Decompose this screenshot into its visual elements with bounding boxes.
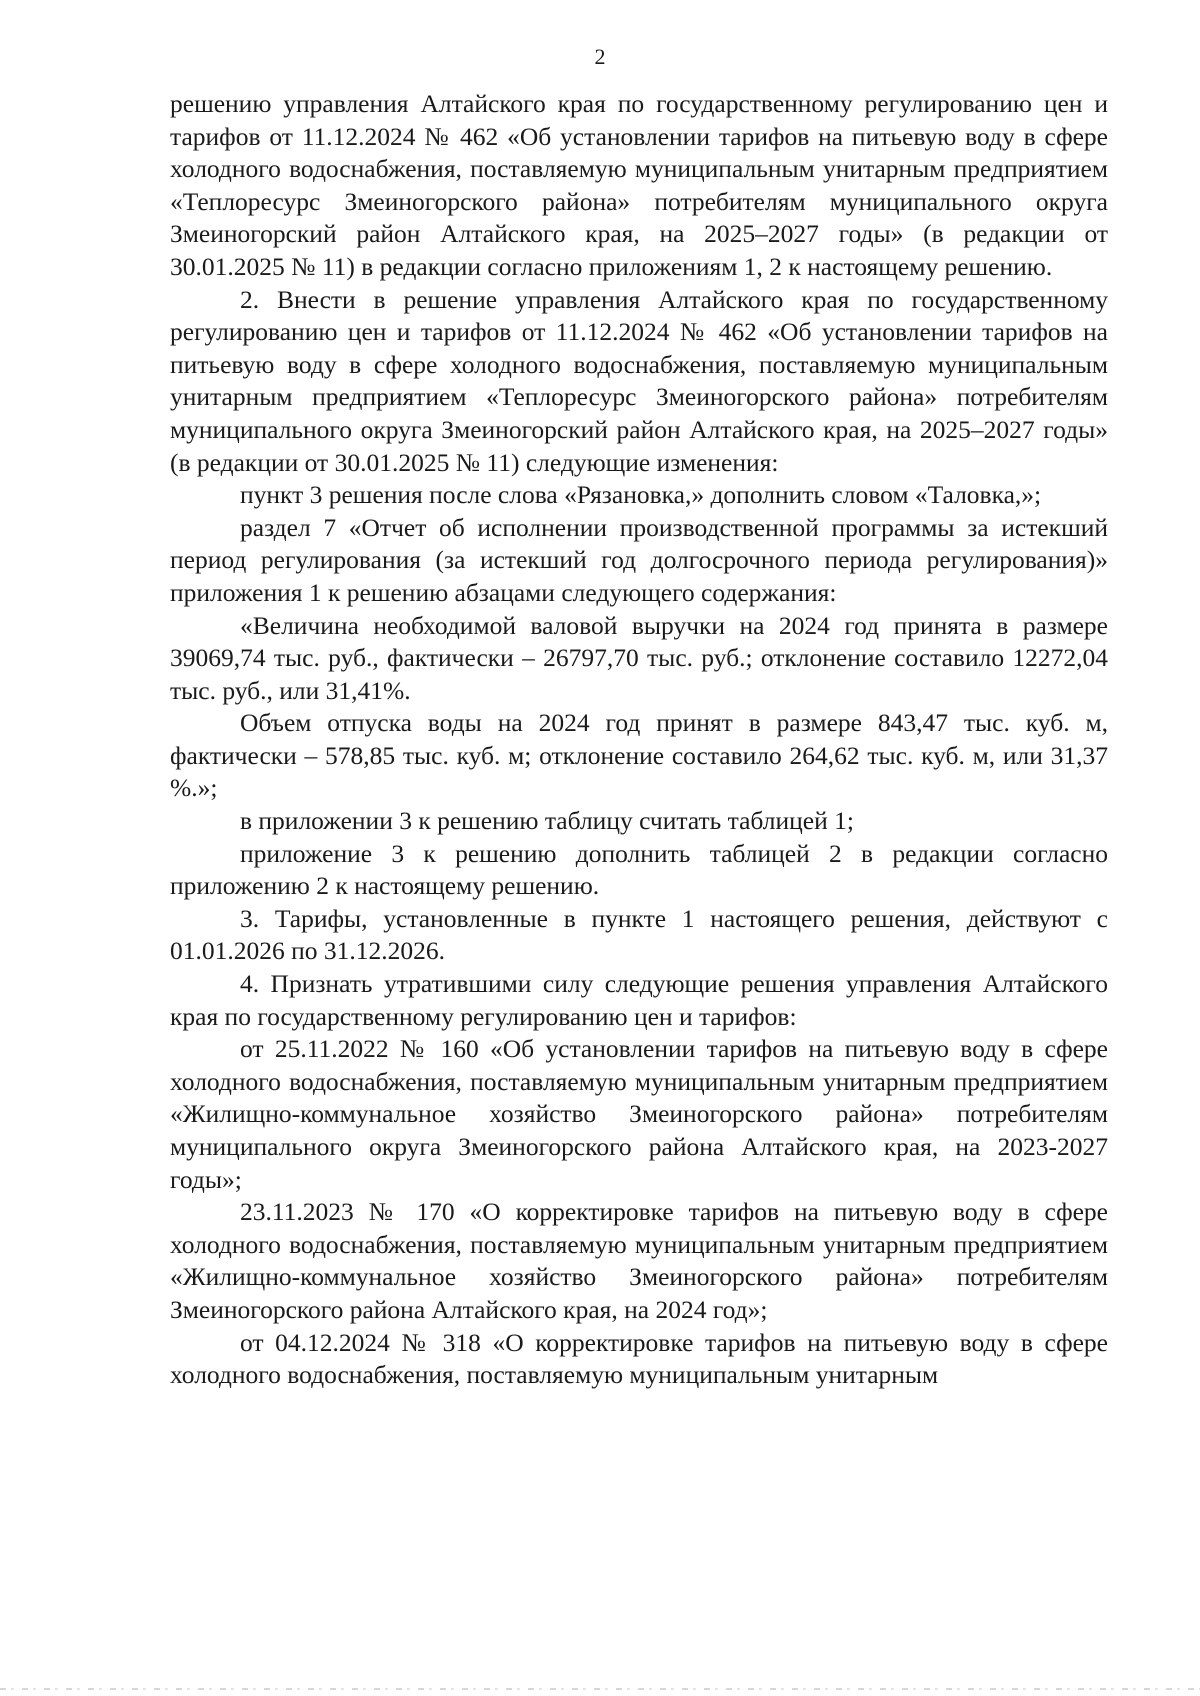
page-number: 2 <box>594 44 606 69</box>
paragraph-item-4: 4. Признать утратившими силу следующие решения управления Алтайского края по государственному регулированию цен и тарифов: <box>170 969 1108 1031</box>
paragraph-repeal-2023: 23.11.2023 № 170 «О корректировке тарифов на питьевую воду в сфере холодного водоснабжения, поставляемую муниципальным унитарным предприятием «Жилищно-коммунальное хозяйство Змеиногорского района» потребителям Змеиногорского района Алтайского края, на 2024 год»; <box>170 1197 1108 1324</box>
paragraph-table-add: приложение 3 к решению дополнить таблицей 2 в редакции согласно приложению 2 к настоящему решению. <box>170 838 1108 901</box>
paragraph-water-volume: Объем отпуска воды на 2024 год принят в размере 843,47 тыс. куб. м, фактически – 578,85 тыс. куб. м; отклонение составило 264,62 тыс. куб. м, или 31,37 %.»; <box>170 708 1108 803</box>
paragraph-item-2: 2. Внести в решение управления Алтайского края по государственному регулированию цен и тарифов от 11.12.2024 № 462 «Об установлении тарифов на питьевую воду в сфере холодного водоснабжения, поставляемую муниципальным унитарным предприятием «Теплоресурс Змеиногорского района» потребителям муниципального округа Змеиногорский район Алтайского края, на 2025–2027 годы» (в редакции от 30.01.2025 № 11) следующие изменения: <box>170 284 1108 477</box>
paragraph-table-rename: в приложении 3 к решению таблицу считать таблицей 1; <box>240 806 854 836</box>
paragraph-amendment-point-3: пункт 3 решения после слова «Рязановка,» дополнить словом «Таловка,»; <box>240 480 1042 510</box>
paragraph-repeal-2022: от 25.11.2022 № 160 «Об установлении тарифов на питьевую воду в сфере холодного водоснабжения, поставляемую муниципальным унитарным предприятием «Жилищно-коммунальное хозяйство Змеиногорского района» потребителям муниципального округа Змеиногорского района Алтайского края, на 2023-2027 годы»; <box>170 1034 1108 1194</box>
scan-edge-artifact <box>0 1688 1200 1690</box>
paragraph-revenue: «Величина необходимой валовой выручки на 2024 год принята в размере 39069,74 тыс. руб., фактически – 26797,70 тыс. руб.; отклонение составило 12272,04 тыс. руб., или 31,41%. <box>170 610 1108 705</box>
paragraph-item-3: 3. Тарифы, установленные в пункте 1 настоящего решения, действуют с 01.01.2026 по 31.12.2026. <box>170 903 1108 966</box>
document-body <box>170 88 1108 1392</box>
paragraph-repeal-2024: от 04.12.2024 № 318 «О корректировке тарифов на питьевую воду в сфере холодного водоснабжения, поставляемую муниципальным унитарным <box>170 1327 1108 1390</box>
paragraph-continuation: решению управления Алтайского края по государственному регулированию цен и тарифов от 11.12.2024 № 462 «Об установлении тарифов на питьевую воду в сфере холодного водоснабжения, поставляемую муниципальным унитарным предприятием «Теплоресурс Змеиногорского района» потребителям муниципального округа Змеиногорский район Алтайского края, на 2025–2027 годы» (в редакции от 30.01.2025 № 11) в редакции согласно приложениям 1, 2 к настоящему решению. <box>170 89 1108 281</box>
paragraph-amendment-section-7: раздел 7 «Отчет об исполнении производственной программы за истекший период регулирования (за истекший год долгосрочного периода регулирования)» приложения 1 к решению абзацами следующего содержания: <box>170 512 1108 607</box>
